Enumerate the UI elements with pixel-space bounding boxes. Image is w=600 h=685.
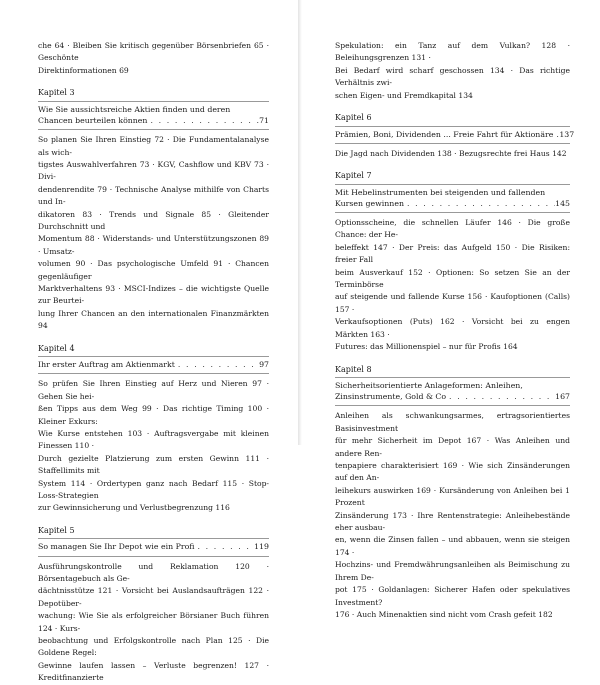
leader-dots: [147, 115, 259, 126]
chapter-label: Kapitel 6: [335, 113, 372, 123]
leader-dots: [194, 541, 254, 552]
title-text: Ihr erster Auftrag am Aktienmarkt: [38, 360, 175, 370]
title-text: Zinsinstrumente, Gold & Co: [335, 392, 447, 402]
leader-dots: [446, 391, 555, 402]
text-line: Gewinne laufen lassen – Verluste begrenzen! 127 · Kreditfinanzierte: [38, 660, 269, 683]
text-line: dendenrendite 79 · Technische Analyse mithilfe von Charts und In-: [38, 184, 269, 207]
chapter-3: [38, 88, 269, 332]
title-text: Kursen gewinnen: [335, 198, 404, 208]
chapter-page-number: 167: [555, 392, 570, 402]
text-line: 176 · Auch Minenaktien sind nicht vom Crash gefeit 182: [335, 609, 553, 619]
chapter-label: Kapitel 5: [38, 525, 75, 535]
text-line: So prüfen Sie Ihren Einstieg auf Herz und Nieren 97 · Gehen Sie hei-: [38, 379, 269, 401]
leader-dots: [175, 359, 259, 370]
text-line: Momentum 88 · Widerstands- und Unterstützungszonen 89 · Umsatz-: [38, 234, 269, 256]
chapter-title: [38, 101, 269, 130]
chapter-4: [38, 344, 269, 515]
title-text: So managen Sie Ihr Depot wie ein Profi: [38, 542, 195, 552]
chapter-label: Kapitel 4: [38, 343, 75, 353]
text-line: Zinsänderung 173 · Ihre Rentenstrategie: Anleihebestände eher ausbau-: [335, 510, 570, 533]
title-text: Chancen beurteilen können: [38, 115, 148, 125]
title-line: [38, 359, 269, 370]
chapter-page-number: 137: [559, 129, 575, 139]
text-line: che 64 · Bleiben Sie kritisch gegenüber Börsenbriefen 65 · Geschönte: [38, 41, 269, 63]
text-line: Durch gezielte Platzierung zum ersten Gewinn 111 · Staffellimits mit: [38, 453, 269, 476]
text-line: Optionsscheine, die schnellen Läufer 146 · Die große Chance: der He-: [335, 218, 570, 240]
chapter-title: [38, 538, 269, 556]
text-line: Anleihen als schwankungsarmes, ertragsorientiertes Basisinvestment: [335, 411, 570, 433]
chapter-7: [335, 171, 570, 353]
text-line: wachung: Wie Sie als erfolgreicher Börsianer Buch führen 124 · Kurs-: [38, 611, 269, 633]
text-line: Spekulation: ein Tanz auf dem Vulkan? 128 · Beleihungsgrenzen 131 ·: [335, 41, 570, 63]
chapter-6: [335, 113, 575, 160]
chapter-label: Kapitel 8: [335, 364, 372, 374]
title-line: [38, 115, 269, 126]
text-line: für mehr Sicherheit im Depot 167 · Was Anleihen und andere Ren-: [335, 436, 570, 458]
right-page: [335, 0, 575, 621]
chapter-contents: [335, 410, 570, 621]
title-line: [38, 541, 269, 552]
text-line: dächtnisstütze 121 · Vorsicht bei Auslandsaufträgen 122 · Depotüber-: [38, 586, 269, 608]
chapter-title: [335, 184, 570, 213]
text-line: en, wenn die Zinsen fallen – und abbauen, wenn sie steigen 174 ·: [335, 535, 570, 557]
chapter-page-number: 71: [259, 115, 269, 125]
title-line: [335, 391, 570, 402]
text-line: Marktverhaltens 93 · MSCI-Indizes – die wichtigste Quelle zur Beurtei-: [38, 284, 269, 306]
text-line: Die Jagd nach Dividenden 138 · Bezugsrechte frei Haus 142: [335, 148, 567, 158]
title-text: Wie Sie aussichtsreiche Aktien finden und deren: [38, 104, 231, 114]
text-line: Wie Kurse entstehen 103 · Auftragsvergabe mit kleinen Finessen 110 ·: [38, 428, 269, 451]
text-line: dikatoren 83 · Trends und Signale 85 · Gleitender Durchschnitt und: [38, 209, 269, 231]
text-line: volumen 90 · Das psychologische Umfeld 91 · Chancen gegenläufiger: [38, 259, 269, 281]
text-line: schen Eigen- und Fremdkapital 134: [335, 90, 473, 100]
chapter-title: [335, 377, 570, 406]
text-line: tigstes Auswahlverfahren 73 · KGV, Cashflow und KBV 73 · Divi-: [38, 159, 269, 182]
leader-dots: [404, 198, 555, 209]
text-line: ßen Tipps aus dem Weg 99 · Das richtige Timing 100 · Kleiner Exkurs:: [38, 404, 269, 426]
chapter-contents: [38, 378, 269, 514]
text-line: Ausführungskontrolle und Reklamation 120 · Börsentagebuch als Ge-: [38, 561, 269, 583]
text-line: So planen Sie Ihren Einstieg 72 · Die Fundamentalanalyse als wich-: [38, 135, 269, 157]
text-line: lung Ihrer Chancen an den internationalen Finanzmärkten 94: [38, 308, 269, 331]
text-line: Bei Bedarf wird scharf geschossen 134 · Das richtige Verhältnis zwi-: [335, 65, 570, 88]
chapter-label: Kapitel 3: [38, 88, 75, 98]
chapter-title: [38, 356, 269, 374]
text-line: tenpapiere charakterisiert 169 · Wie sich Zinsänderungen auf den An-: [335, 461, 570, 483]
title-line: [335, 129, 575, 140]
text-line: zur Gewinnsicherung und Verlustbegrenzung 116: [38, 503, 230, 513]
title-line: [38, 104, 269, 115]
text-line: auf steigende und fallende Kurse 156 · Kaufoptionen (Calls) 157 ·: [335, 292, 570, 314]
text-line: beleffekt 147 · Der Preis: das Aufgeld 150 · Die Risiken: freier Fall: [335, 242, 570, 265]
text-line: beim Ausverkauf 152 · Optionen: So setzen Sie an der Terminbörse: [335, 267, 570, 290]
title-text: Mit Hebelinstrumenten bei steigenden und fallenden: [335, 187, 546, 197]
chapter-8: [335, 365, 570, 622]
chapter-page-number: 145: [555, 198, 570, 208]
left-intro-text: [38, 40, 269, 77]
chapter-5: [38, 526, 269, 685]
left-page: [38, 0, 269, 685]
text-line: Hochzins- und Fremdwährungsanleihen als Beimischung zu Ihrem De-: [335, 560, 570, 582]
chapter-label: Kapitel 7: [335, 171, 372, 181]
title-text: Sicherheitsorientierte Anlageformen: Anleihen,: [335, 381, 523, 391]
text-line: beobachtung und Erfolgskontrolle nach Plan 125 · Die Goldene Regel:: [38, 635, 269, 658]
chapter-contents: [38, 561, 269, 685]
text-line: System 114 · Ordertypen ganz nach Bedarf 115 · Stop-Loss-Strategien: [38, 478, 269, 500]
text-line: pot 175 · Goldanlagen: Sicherer Hafen oder spekulatives Investment?: [335, 585, 570, 607]
page-gutter: [298, 0, 302, 445]
text-line: Futures: das Millionenspiel – nur für Profis 164: [335, 342, 518, 352]
right-intro-text: [335, 40, 570, 102]
chapter-page-number: 97: [259, 360, 269, 370]
chapter-page-number: 119: [254, 542, 269, 552]
chapter-contents: [335, 217, 570, 353]
text-line: Verkaufsoptionen (Puts) 162 · Vorsicht bei zu engen Märkten 163 ·: [335, 317, 570, 339]
chapter-title: [335, 126, 575, 144]
chapter-contents: [38, 134, 269, 333]
title-line: [335, 380, 570, 391]
title-line: [335, 198, 570, 209]
text-line: leihekurs auswirken 169 · Kursänderung von Anleihen bei 1 Prozent: [335, 485, 570, 508]
title-line: [335, 187, 570, 198]
chapter-contents: [335, 148, 570, 160]
title-text: Prämien, Boni, Dividenden ... Freie Fahrt für Aktionäre: [335, 129, 554, 139]
text-line: Direktinformationen 69: [38, 65, 129, 75]
